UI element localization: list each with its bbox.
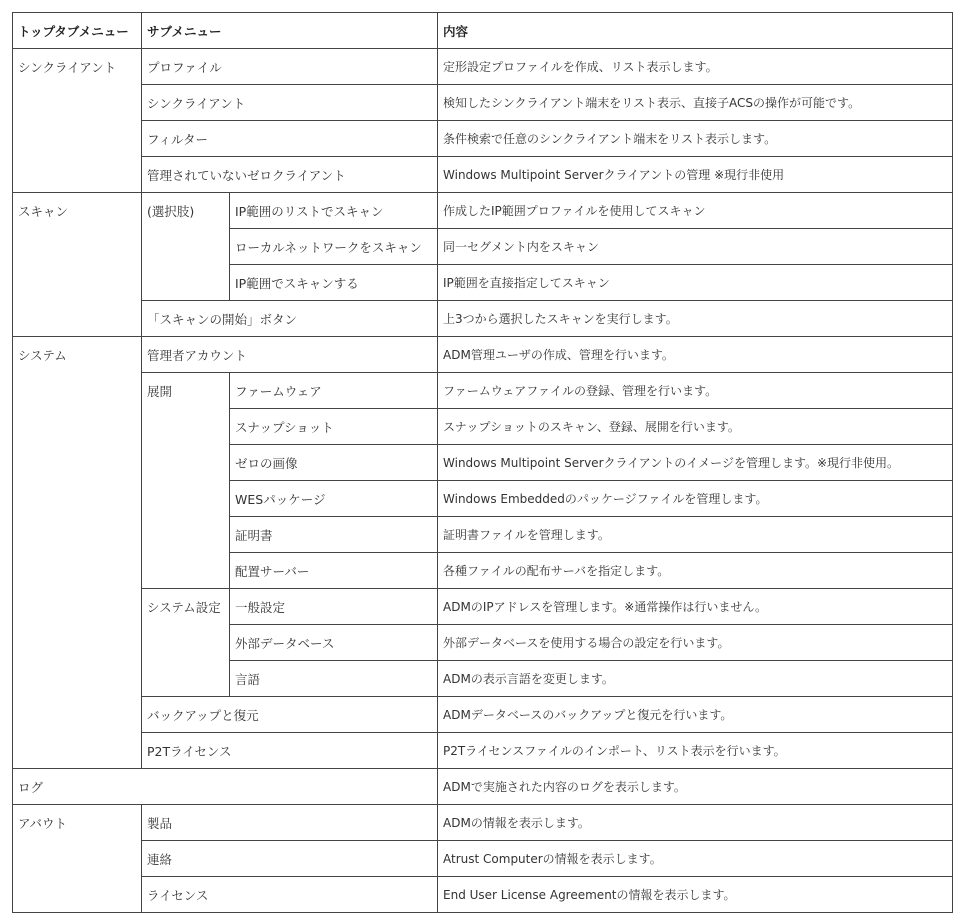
- content-cell: ファームウェアファイルの登録、管理を行います。: [438, 373, 953, 409]
- content-cell: 作成したIP範囲プロファイルを使用してスキャン: [438, 193, 953, 229]
- sub-item-cell: 言語: [230, 661, 438, 697]
- table-row: [13, 805, 953, 841]
- content-cell: ADMのIPアドレスを管理します。※通常操作は行いません。: [438, 589, 953, 625]
- top-menu-about: アバウト: [13, 805, 142, 913]
- sub-item-cell: 一般設定: [230, 589, 438, 625]
- top-menu-scan: スキャン: [13, 193, 142, 337]
- content-cell: Windows Multipoint Serverクライアントの管理 ※現行非使用: [438, 157, 953, 193]
- table-row: [13, 769, 953, 805]
- sub-menu-cell: 製品: [142, 805, 438, 841]
- header-top-tab-menu: トップタブメニュー: [13, 13, 142, 49]
- content-cell: ADMの表示言語を変更します。: [438, 661, 953, 697]
- sub-item-cell: 外部データベース: [230, 625, 438, 661]
- content-cell: 各種ファイルの配布サーバを指定します。: [438, 553, 953, 589]
- table-row: [13, 877, 953, 913]
- sub-menu-cell: 管理されていないゼロクライアント: [142, 157, 438, 193]
- header-row: [13, 13, 953, 49]
- sub-item-cell: WESパッケージ: [230, 481, 438, 517]
- content-cell: IP範囲を直接指定してスキャン: [438, 265, 953, 301]
- content-cell: 検知したシンクライアント端末をリスト表示、直接子ACSの操作が可能です。: [438, 85, 953, 121]
- sub-menu-cell: ライセンス: [142, 877, 438, 913]
- sub-menu-cell: シンクライアント: [142, 85, 438, 121]
- sub-item-cell: 証明書: [230, 517, 438, 553]
- sub-menu-cell: P2Tライセンス: [142, 733, 438, 769]
- sub-item-cell: ゼロの画像: [230, 445, 438, 481]
- menu-structure-table: [12, 12, 953, 913]
- sub-menu-cell: プロファイル: [142, 49, 438, 85]
- sub-item-cell: スナップショット: [230, 409, 438, 445]
- sub-group-deploy: 展開: [142, 373, 230, 589]
- sub-item-cell: IP範囲のリストでスキャン: [230, 193, 438, 229]
- table-row: [13, 337, 953, 373]
- sub-item-cell: IP範囲でスキャンする: [230, 265, 438, 301]
- sub-item-cell: 配置サーバー: [230, 553, 438, 589]
- table-row: [13, 697, 953, 733]
- content-cell: スナップショットのスキャン、登録、展開を行います。: [438, 409, 953, 445]
- header-content: 内容: [438, 13, 953, 49]
- table-row: [13, 49, 953, 85]
- content-cell: 外部データベースを使用する場合の設定を行います。: [438, 625, 953, 661]
- sub-menu-cell: 連絡: [142, 841, 438, 877]
- table-row: [13, 157, 953, 193]
- table-row: [13, 85, 953, 121]
- content-cell: ADM管理ユーザの作成、管理を行います。: [438, 337, 953, 373]
- table-row: [13, 193, 953, 229]
- content-cell: 証明書ファイルを管理します。: [438, 517, 953, 553]
- content-cell: Windows Embeddedのパッケージファイルを管理します。: [438, 481, 953, 517]
- sub-item-cell: ローカルネットワークをスキャン: [230, 229, 438, 265]
- sub-group-system-settings: システム設定: [142, 589, 230, 697]
- content-cell: End User License Agreementの情報を表示します。: [438, 877, 953, 913]
- content-cell: 上3つから選択したスキャンを実行します。: [438, 301, 953, 337]
- content-cell: ADMデータベースのバックアップと復元を行います。: [438, 697, 953, 733]
- content-cell: 同一セグメント内をスキャン: [438, 229, 953, 265]
- sub-item-cell: ファームウェア: [230, 373, 438, 409]
- header-sub-menu: サブメニュー: [142, 13, 438, 49]
- content-cell: 定形設定プロファイルを作成、リスト表示します。: [438, 49, 953, 85]
- content-cell: ADMの情報を表示します。: [438, 805, 953, 841]
- table-row: [13, 589, 953, 625]
- sub-menu-cell: 「スキャンの開始」ボタン: [142, 301, 438, 337]
- sub-group-choices: (選択肢): [142, 193, 230, 301]
- table-row: [13, 373, 953, 409]
- table-row: [13, 301, 953, 337]
- table-row: [13, 733, 953, 769]
- sub-menu-cell: 管理者アカウント: [142, 337, 438, 373]
- content-cell: 条件検索で任意のシンクライアント端末をリスト表示します。: [438, 121, 953, 157]
- table-row: [13, 121, 953, 157]
- table-row: [13, 841, 953, 877]
- content-cell: P2Tライセンスファイルのインポート、リスト表示を行います。: [438, 733, 953, 769]
- content-cell: ADMで実施された内容のログを表示します。: [438, 769, 953, 805]
- content-cell: Atrust Computerの情報を表示します。: [438, 841, 953, 877]
- top-menu-system: システム: [13, 337, 142, 769]
- top-menu-thin-client: シンクライアント: [13, 49, 142, 193]
- sub-menu-cell: バックアップと復元: [142, 697, 438, 733]
- sub-menu-cell: フィルター: [142, 121, 438, 157]
- top-menu-log: ログ: [13, 769, 438, 805]
- content-cell: Windows Multipoint Serverクライアントのイメージを管理します。※現行非使用。: [438, 445, 953, 481]
